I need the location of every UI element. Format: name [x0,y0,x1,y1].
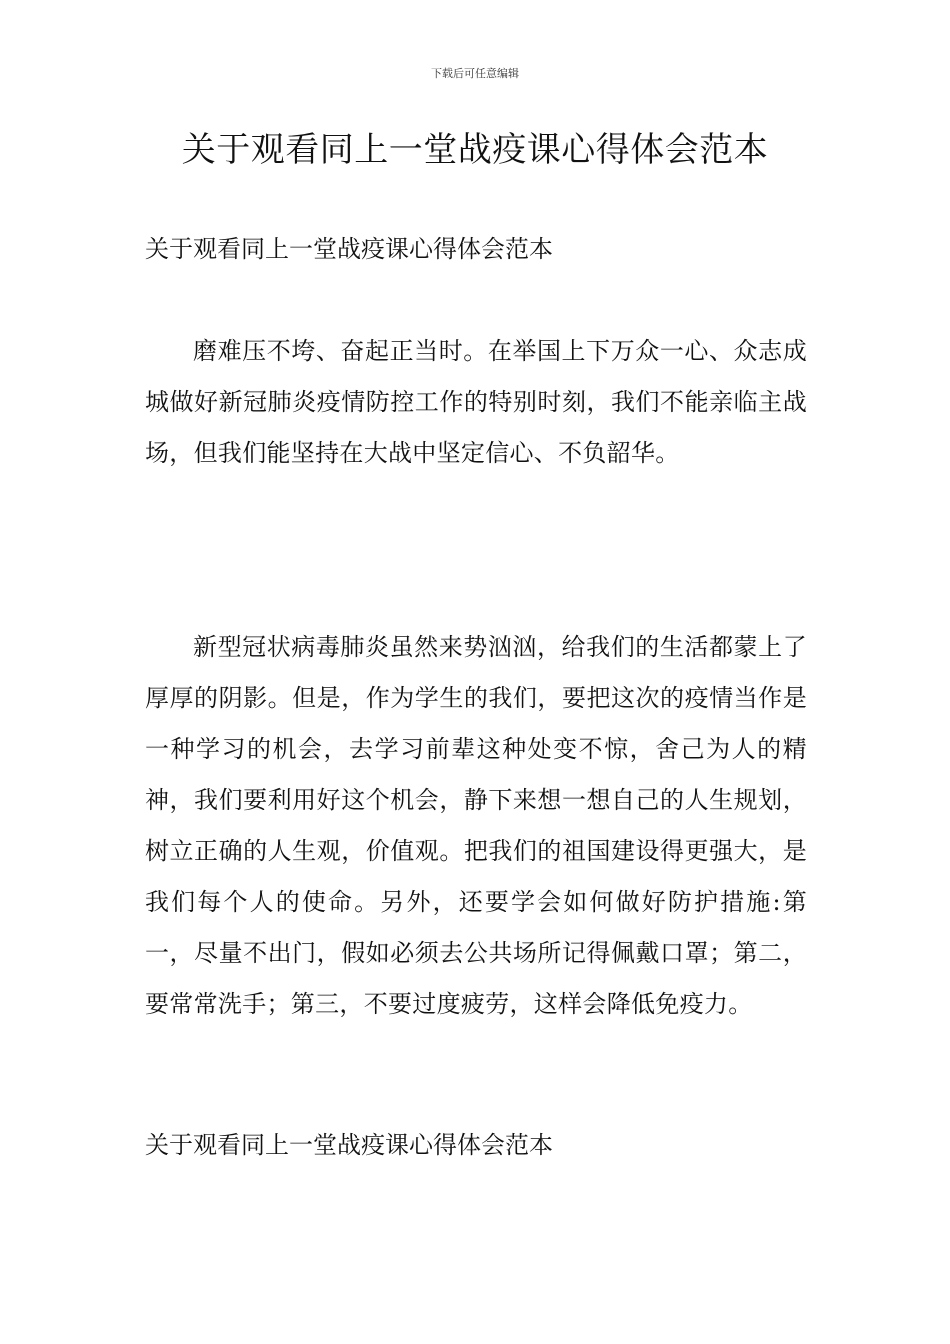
page-title: 关于观看同上一堂战疫课心得体会范本 [181,130,769,170]
subtitle-bottom: 关于观看同上一堂战疫课心得体会范本 [145,1131,553,1159]
paragraph-2: 新型冠状病毒肺炎虽然来势汹汹，给我们的生活都蒙上了厚厚的阴影。但是，作为学生的我们，要把这次的疫情当作是一种学习的机会，去学习前辈这种处变不惊，舍己为人的精神，我们要利用好这个机会，静下来想一想自己的人生规划，树立正确的人生观，价值观。把我们的祖国建设得更强大，是我们每个人的使命。另外，还要学会如何做好防护措施:第一，尽量不出门，假如必须去公共场所记得佩戴口罩；第二，要常常洗手；第三，不要过度疲劳，这样会降低免疫力。 [145,633,807,1018]
paragraph-1: 磨难压不垮、奋起正当时。在举国上下万众一心、众志成城做好新冠肺炎疫情防控工作的特别时刻，我们不能亲临主战场，但我们能坚持在大战中坚定信心、不负韶华。 [145,337,807,467]
header-note: 下载后可任意编辑 [431,67,519,80]
subtitle-top: 关于观看同上一堂战疫课心得体会范本 [145,235,553,263]
